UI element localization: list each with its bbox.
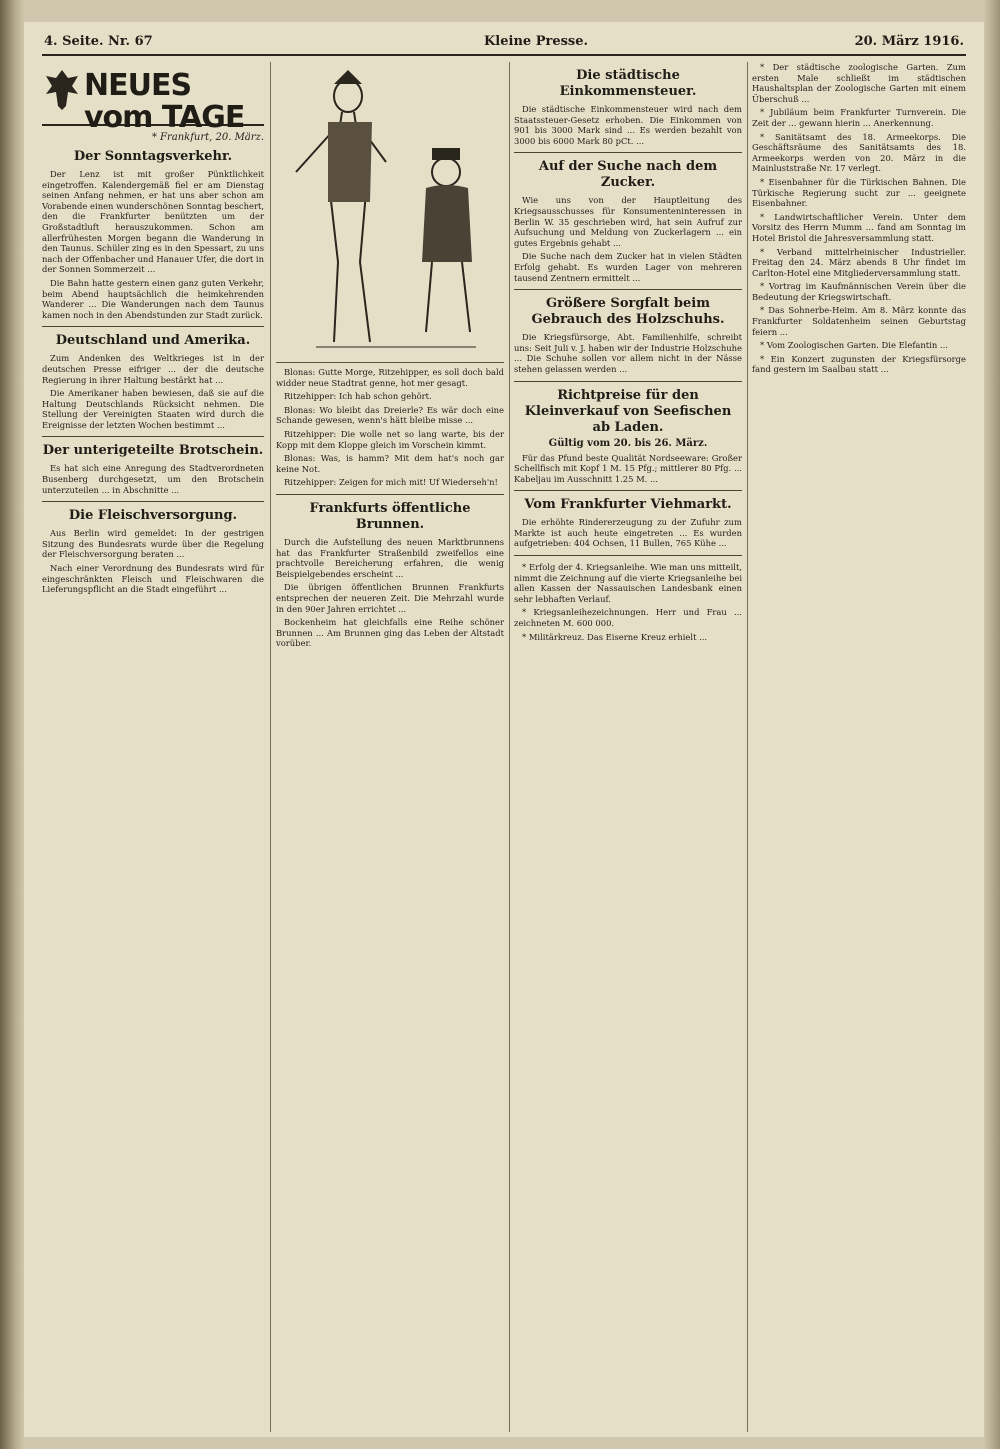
dialog-line: Ritzehipper: Ich hab schon gehört. bbox=[284, 391, 432, 402]
divider bbox=[42, 501, 264, 502]
article-heading: Die städtische Einkommensteuer. bbox=[559, 68, 697, 99]
issue-date: 20. März 1916. bbox=[854, 34, 964, 49]
article-text: Die erhöhte Rindererzeugung zu der Zufuhr zum Markte ist auch heute eingetreten ... Es wurden aufgetrieben: 404 Ochsen, 11 Bullen, 765 Kühe ... bbox=[514, 517, 742, 549]
news-note: * Jubiläum beim Frankfurter Turnverein. Die Zeit der ... gewann hierin ... Anerkennung. bbox=[752, 107, 966, 128]
book-binding bbox=[0, 0, 24, 1449]
news-note: * Militärkreuz. Das Eiserne Kreuz erhielt ... bbox=[522, 631, 708, 642]
divider bbox=[514, 555, 742, 556]
article-subheading: Gültig vom 20. bis 26. März. bbox=[548, 437, 708, 449]
column-3 bbox=[514, 62, 742, 645]
column-rule bbox=[747, 62, 748, 1432]
cartoon-illustration bbox=[276, 62, 504, 363]
article-text: Aus Berlin wird gemeldet: In der gestrigen Sitzung des Bundesrats wurde über die Regelung der Fleischversorgung beraten ... bbox=[42, 528, 264, 560]
divider bbox=[514, 490, 742, 491]
masthead-title: NEUES vom TAGE bbox=[84, 68, 245, 135]
news-note: * Das Sohnerbe-Heim. Am 8. März konnte das Frankfurter Soldatenheim seinen Geburtstag feiern ... bbox=[752, 305, 966, 337]
section-masthead bbox=[42, 62, 264, 135]
article-text: Der Lenz ist mit großer Pünktlichkeit eingetroffen. Kalendergemäß fiel er am Dienstag seinen Anfang nehmen, er hat uns aber schon am Vorabende einen wunderschönen Sonntag beschert, den die Frankfurter benützten um der Großstadtluft herauszukommen. Schon am allerfrühesten Morgen begann die Wanderung in den Taunus. Schüler zing es in den Spessart, zu uns nach der Offenbacher und Hanauer Ufer, die dort in der Sonnen Sommerzeit ... bbox=[42, 169, 264, 275]
article-heading: Die Fleischversorgung. bbox=[68, 508, 238, 524]
dialog-line: Blonas: Was, is hamm? Mit dem hat's noch gar keine Not. bbox=[276, 453, 504, 474]
column-rule bbox=[509, 62, 510, 1432]
article-heading: Frankfurts öffentliche Brunnen. bbox=[309, 500, 471, 532]
news-note: * Eisenbahner für die Türkischen Bahnen. Die Türkische Regierung sucht zur ... geeignete Eisenbahner. bbox=[752, 176, 966, 209]
column-2 bbox=[276, 62, 504, 652]
news-note: * Erfolg der 4. Kriegsanleihe. Wie man uns mitteilt, nimmt die Zeichnung auf die vierte Kriegsanleihe bei allen Kassen der Nassauischen Landesbank einen sehr lebhaften Verlauf. bbox=[514, 562, 742, 604]
article-heading: Auf der Suche nach dem Zucker. bbox=[538, 159, 718, 191]
article-text: Wie uns von der Hauptleitung des Kriegsausschusses für Konsumenteninteressen in Berlin W. 35 geschrieben wird, hat sein Aufruf zur Aufsuchung und Meldung von Zuckerlagern ... ein gutes Ergebnis gehabt ... bbox=[514, 195, 742, 248]
newspaper-name: Kleine Presse. bbox=[484, 34, 589, 49]
page-number: 4. Seite. Nr. 67 bbox=[44, 34, 153, 49]
article-text: Die Amerikaner haben bewiesen, daß sie auf die Haltung Deutschlands Rücksicht nehmen. Die Stellung der Vereinigten Staaten wird durch die Ereignisse der letzten Wochen bestimmt ... bbox=[42, 388, 264, 430]
dialog-line: Ritzehipper: Die wolle net so lang warte, bis der Kopp mit dem Kloppe gleich im Vorschein kimmt. bbox=[276, 428, 504, 450]
divider bbox=[42, 436, 264, 437]
article-text: Die städtische Einkommensteuer wird nach dem Staatssteuer-Gesetz erhoben. Die Einkommen von 901 bis 3000 Mark sind ... Es werden bezahlt von 3000 bis 6000 Mark 80 pCt. ... bbox=[514, 104, 742, 146]
news-note: * Vom Zoologischen Garten. Die Elefantin ... bbox=[760, 340, 948, 351]
article-heading: Der Sonntagsverkehr. bbox=[73, 149, 233, 164]
divider bbox=[42, 326, 264, 327]
news-note: * Der städtische zoologische Garten. Zum ersten Male schließt im städtischen Haushaltsplan der Zoologische Garten mit einem Überschuß ... bbox=[752, 62, 966, 104]
news-note: * Kriegsanleihezeichnungen. Herr und Frau ... zeichneten M. 600 000. bbox=[514, 607, 742, 629]
article-text: Die übrigen öffentlichen Brunnen Frankfurts entsprechen der neueren Zeit. Die Mehrzahl wurde in den 90er Jahren errichtet ... bbox=[276, 582, 504, 614]
running-head bbox=[44, 32, 964, 52]
divider bbox=[514, 289, 742, 290]
news-note: * Ein Konzert zugunsten der Kriegsfürsorge fand gestern im Saalbau statt ... bbox=[752, 353, 966, 375]
article-text: Für das Pfund beste Qualität Nordseeware: Großer Schellfisch mit Kopf 1 M. 15 Pfg.; mittlerer 80 Pfg. ... Kabeljau im Ausschnitt 1.25 M. ... bbox=[514, 452, 742, 484]
news-note: * Vortrag im Kaufmännischen Verein über die Bedeutung der Kriegswirtschaft. bbox=[752, 281, 966, 302]
article-heading: Der unterigeteilte Brotschein. bbox=[42, 443, 264, 459]
cartoon-caption: Blonas: Gutte Morge, Ritzehipper, es soll doch bald widder neue Stadtrat genne, hot mer gesagt. bbox=[276, 367, 504, 388]
article-text: Es hat sich eine Anregung des Stadtverordneten Busenberg durchgesetzt, um den Brotschein unterzuteilen ... in Abschnitte ... bbox=[42, 463, 264, 495]
column-rule bbox=[270, 62, 271, 1432]
article-heading: Richtpreise für den Kleinverkauf von Seefischen ab Laden. bbox=[524, 387, 732, 435]
article-text: Durch die Aufstellung des neuen Marktbrunnens hat das Frankfurter Straßenbild zweifellos eine prachtvolle Bereicherung erfahren, die wenig Beispielgebendes erscheint ... bbox=[276, 536, 504, 579]
news-note: * Sanitätsamt des 18. Armeekorps. Die Geschäftsräume des Sanitätsamts des 18. Armeekorps werden von 20. März in die Mainluststraße Nr. 17 verlegt. bbox=[752, 131, 966, 174]
column-1 bbox=[42, 62, 264, 598]
article-text: Bockenheim hat gleichfalls eine Reihe schöner Brunnen ... Am Brunnen ging das Leben der Altstadt vorüber. bbox=[276, 617, 504, 649]
divider bbox=[514, 152, 742, 153]
news-note: * Verband mittelrheinischer Industrieller. Freitag den 24. März abends 8 Uhr findet im Carlton-Hotel eine Mitgliederversammlung statt. bbox=[752, 246, 966, 278]
column-4 bbox=[752, 62, 966, 378]
article-text: Die Kriegsfürsorge, Abt. Familienhilfe, schreibt uns: Seit Juli v. J. haben wir der Industrie Holzschuhe ... Die Schuhe sollen vor allem nicht in der Nässe stehen gelassen werden ... bbox=[514, 332, 742, 374]
divider bbox=[276, 494, 504, 495]
article-heading: Vom Frankfurter Viehmarkt. bbox=[524, 497, 732, 513]
article-text: Die Suche nach dem Zucker hat in vielen Städten Erfolg gehabt. Es wurden Lager von mehreren tausend Zentnern ermittelt ... bbox=[514, 251, 742, 283]
article-heading: Größere Sorgfalt beim Gebrauch des Holzschuhs. bbox=[531, 296, 725, 328]
dateline: * Frankfurt, 20. März. bbox=[151, 132, 264, 143]
eagle-emblem-icon bbox=[42, 66, 82, 112]
dialog-line: Blonas: Wo bleibt das Dreierle? Es wär doch eine Schande gewesen, wenn's hätt bleibe misse ... bbox=[276, 404, 504, 426]
divider bbox=[514, 381, 742, 382]
article-heading: Deutschland und Amerika. bbox=[55, 333, 251, 349]
newspaper-page bbox=[24, 22, 984, 1437]
dialog-line: Ritzehipper: Zeigen for mich mit! Uf Wiederseh'n! bbox=[284, 477, 498, 488]
head-rule bbox=[42, 54, 966, 56]
article-text: Die Bahn hatte gestern einen ganz guten Verkehr, beim Abend hauptsächlich die heimkehrenden Wanderer ... Die Wanderungen nach dem Taunus kamen noch in den Abendstunden zur Stadt zurück. bbox=[42, 277, 264, 320]
page-edge bbox=[984, 0, 1000, 1449]
article-text: Nach einer Verordnung des Bundesrats wird für eingeschränkten Fleisch und Fleischwaren die Lieferungspflicht an die Stadt eingeführt ... bbox=[42, 563, 264, 595]
news-note: * Landwirtschaftlicher Verein. Unter dem Vorsitz des Herrn Mumm ... fand am Sonntag im Hotel Bristol die Jahresversammlung statt. bbox=[752, 211, 966, 243]
article-text: Zum Andenken des Weltkrieges ist in der deutschen Presse eifriger ... der die deutsche Regierung in ihrer Haltung bestärkt hat ... bbox=[42, 353, 264, 385]
cartoon-figures-icon bbox=[276, 62, 504, 362]
